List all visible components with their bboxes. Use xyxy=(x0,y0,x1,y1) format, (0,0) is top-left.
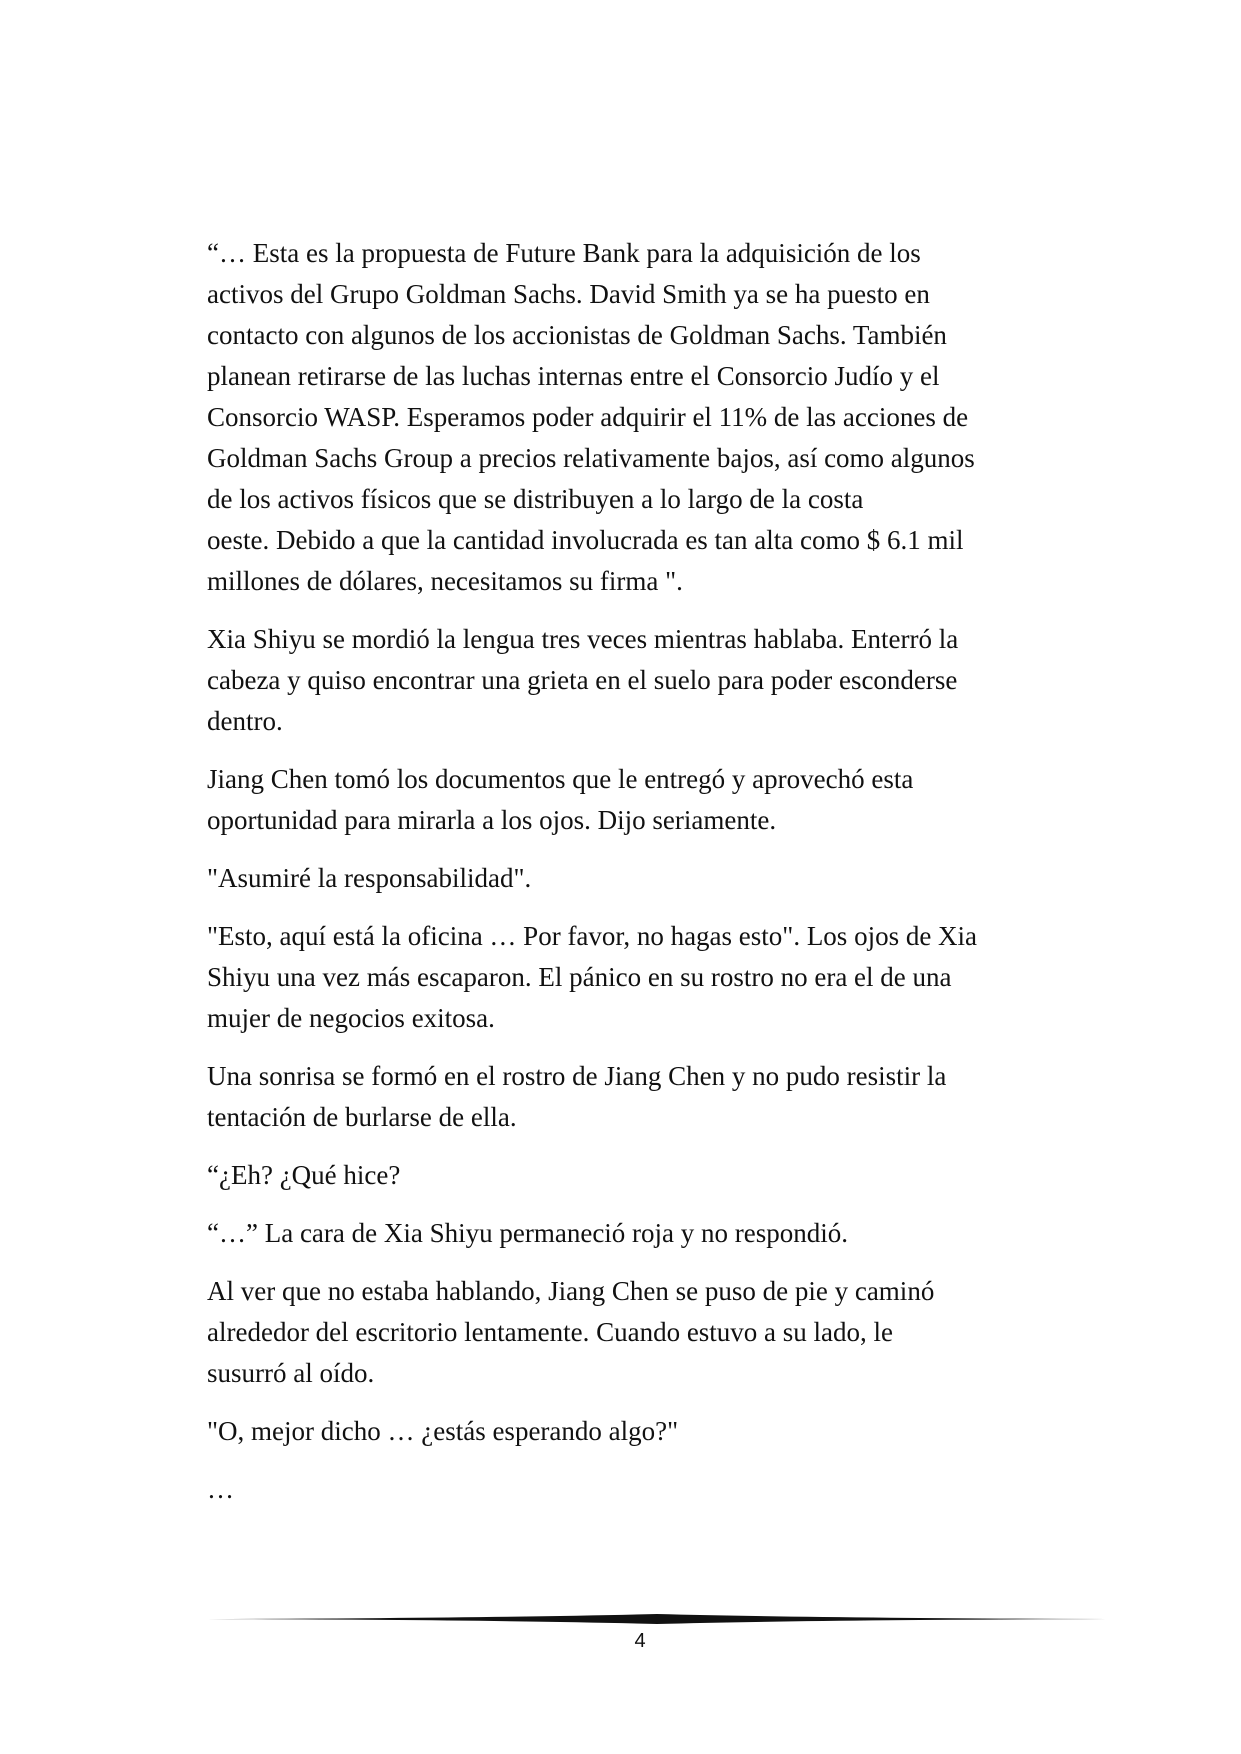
text-line: oeste. Debido a que la cantidad involucrada es tan alta como $ 6.1 mil xyxy=(207,525,964,555)
paragraph xyxy=(207,1469,1067,1510)
paragraph xyxy=(207,916,1067,1039)
page-number: 4 xyxy=(634,1630,646,1652)
text-line: millones de dólares, necesitamos su firma ". xyxy=(207,566,683,596)
text-line: de los activos físicos que se distribuyen a lo largo de la costa xyxy=(207,484,864,514)
text-line: Consorcio WASP. Esperamos poder adquirir el 11% de las acciones de xyxy=(207,402,969,432)
text-line: susurró al oído. xyxy=(207,1358,375,1388)
text-line: Una sonrisa se formó en el rostro de Jiang Chen y no pudo resistir la xyxy=(207,1061,947,1091)
text-line: Goldman Sachs Group a precios relativamente bajos, así como algunos xyxy=(207,443,975,473)
text-line: mujer de negocios exitosa. xyxy=(207,1003,495,1033)
text-line: "O, mejor dicho … ¿estás esperando algo?" xyxy=(207,1416,679,1446)
paragraph xyxy=(207,233,1067,602)
text-line: Xia Shiyu se mordió la lengua tres veces mientras hablaba. Enterró la xyxy=(207,624,959,654)
paragraph xyxy=(207,1411,1067,1452)
text-line: tentación de burlarse de ella. xyxy=(207,1102,517,1132)
paragraph xyxy=(207,1155,1067,1196)
text-line: dentro. xyxy=(207,706,283,736)
text-line: Al ver que no estaba hablando, Jiang Chen se puso de pie y caminó xyxy=(207,1276,935,1306)
text-line: planean retirarse de las luchas internas entre el Consorcio Judío y el xyxy=(207,361,940,391)
text-line: alrededor del escritorio lentamente. Cuando estuvo a su lado, le xyxy=(207,1317,894,1347)
text-line: “…” La cara de Xia Shiyu permaneció roja y no respondió. xyxy=(207,1218,849,1248)
text-line: cabeza y quiso encontrar una grieta en el suelo para poder esconderse xyxy=(207,665,958,695)
text-line: "Asumiré la responsabilidad". xyxy=(207,863,532,893)
body-text xyxy=(207,233,1067,1527)
paragraph xyxy=(207,759,1067,841)
text-line: Jiang Chen tomó los documentos que le entregó y aprovechó esta xyxy=(207,764,914,794)
paragraph xyxy=(207,1271,1067,1394)
text-line: … xyxy=(207,1474,234,1504)
text-line: contacto con algunos de los accionistas de Goldman Sachs. También xyxy=(207,320,947,350)
text-line: “… Esta es la propuesta de Future Bank para la adquisición de los xyxy=(207,238,921,268)
footer-divider xyxy=(207,1613,1107,1625)
text-line: Shiyu una vez más escaparon. El pánico en su rostro no era el de una xyxy=(207,962,952,992)
paragraph xyxy=(207,619,1067,742)
text-line: “¿Eh? ¿Qué hice? xyxy=(207,1160,401,1190)
paragraph xyxy=(207,1213,1067,1254)
paragraph xyxy=(207,1056,1067,1138)
text-line: activos del Grupo Goldman Sachs. David Smith ya se ha puesto en xyxy=(207,279,930,309)
text-line: "Esto, aquí está la oficina … Por favor, no hagas esto". Los ojos de Xia xyxy=(207,921,978,951)
paragraph xyxy=(207,858,1067,899)
text-line: oportunidad para mirarla a los ojos. Dijo seriamente. xyxy=(207,805,777,835)
